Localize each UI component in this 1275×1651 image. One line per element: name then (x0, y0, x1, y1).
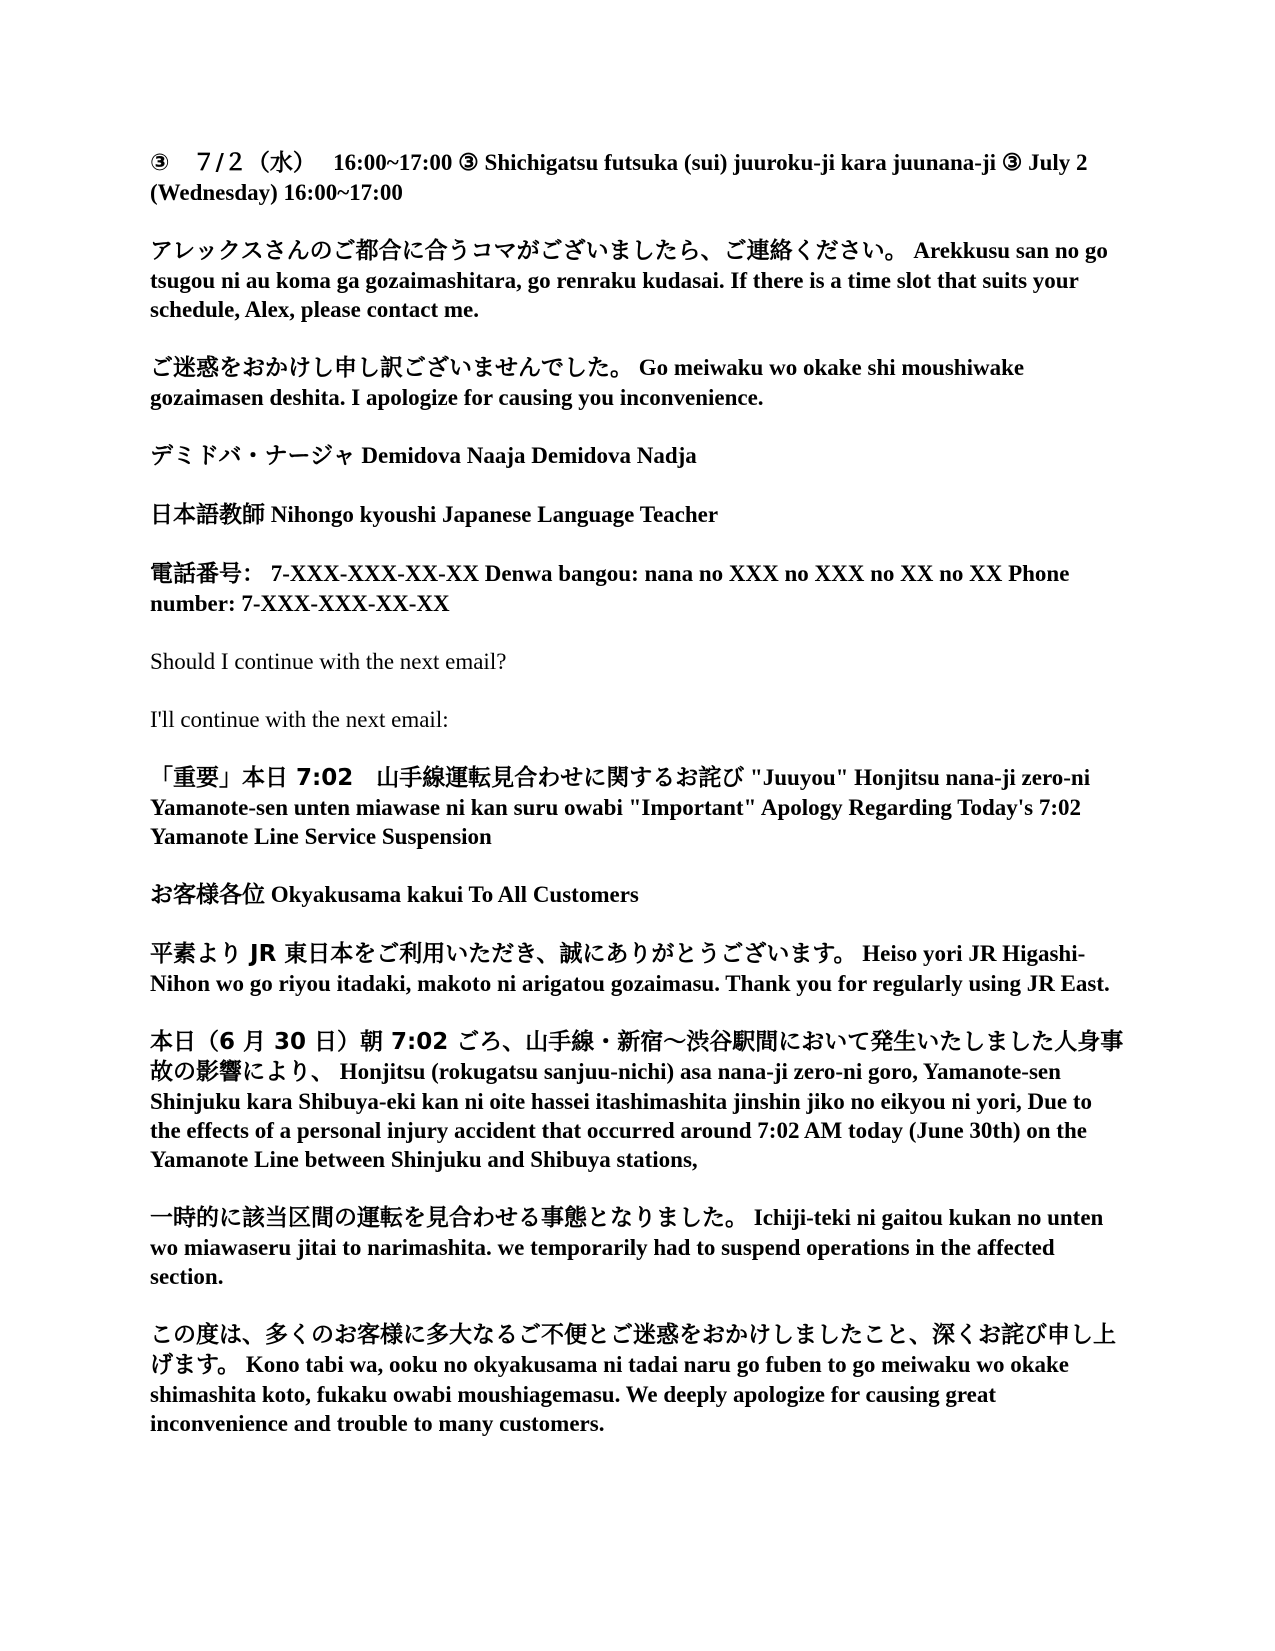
paragraph-continue-statement: I'll continue with the next email: (150, 707, 449, 732)
paragraph-apology (150, 353, 1125, 412)
japanese-text: 電話番号： (150, 561, 265, 587)
romaji-english-text: Honjitsu (rokugatsu sanjuu-nichi) asa nana-ji zero-ni goro, Yamanote-sen Shinjuku kara Shibuya-eki kan ni oite hassei itashimashita jinshin jiko no eikyou ni yori, Due to the effects of a personal injury accident that occurred around 7:02 AM today (June 30th) on the Yamanote Line between Shinjuku and Shibuya stations, (150, 1059, 1092, 1172)
paragraph-time-slot-3 (150, 148, 1125, 207)
paragraph-salutation (150, 880, 1125, 910)
paragraph-contact-request (150, 236, 1125, 324)
japanese-text: 日本語教師 (150, 502, 265, 528)
romaji-english-text: "Juuyou" Honjitsu nana-ji zero-ni Yamanote-sen unten miawase ni kan suru owabi "Important" Apology Regarding Today's 7:02 Yamanote Line Service Suspension (150, 765, 1091, 849)
romaji-english-text: Okyakusama kakui To All Customers (270, 882, 639, 907)
paragraph-continue-question: Should I continue with the next email? (150, 649, 507, 674)
paragraph-suspension (150, 1203, 1125, 1291)
document-page (150, 148, 1125, 1467)
paragraph-email-subject (150, 763, 1125, 851)
romaji-english-text: Kono tabi wa, ooku no okyakusama ni tadai naru go fuben to go meiwaku wo okake shimashita koto, fukaku owabi moushiagemasu. We deeply apologize for causing great inconvenience and trouble to many customers. (150, 1352, 1069, 1436)
japanese-text: この度は、多くのお客様に多大なるご不便とご迷惑をおかけしましたこと、深くお詫び申し上げます。 (150, 1322, 1116, 1378)
romaji-english-text: 7-XXX-XXX-XX-XX Denwa bangou: nana no XXX no XXX no XX no XX Phone number: 7-XXX-XXX-XX-XX (150, 561, 1070, 616)
japanese-text: デミドバ・ナージャ (150, 443, 356, 469)
romaji-english-text: Ichiji-teki ni gaitou kukan no unten wo miawaseru jitai to narimashita. we temporarily had to suspend operations in the affected section. (150, 1205, 1104, 1289)
japanese-text: 「重要」本日 7:02 山手線運転見合わせに関するお詫び (150, 765, 745, 791)
japanese-text: ご迷惑をおかけし申し訳ございませんでした。 (150, 355, 633, 381)
romaji-english-text: Go meiwaku wo okake shi moushiwake gozaimasen deshita. I apologize for causing you inconvenience. (150, 355, 1025, 410)
paragraph-signature-title (150, 500, 1125, 530)
japanese-text: お客様各位 (150, 882, 265, 908)
romaji-english-text: Nihongo kyoushi Japanese Language Teacher (270, 502, 719, 527)
paragraph-incident (150, 1027, 1125, 1174)
romaji-english-text: 16:00~17:00 ③ Shichigatsu futsuka (sui) juuroku-ji kara juunana-ji ③ July 2 (Wednesday) 16:00~17:00 (150, 150, 1088, 205)
paragraph-phone-number (150, 559, 1125, 618)
japanese-text: 本日（6 月 30 日）朝 7:02 ごろ、山手線・新宿〜渋谷駅間において発生いたしました人身事故の影響により、 (150, 1029, 1124, 1085)
romaji-english-text: Demidova Naaja Demidova Nadja (361, 443, 697, 468)
paragraph-signature-name (150, 441, 1125, 471)
japanese-text: 平素より JR 東日本をご利用いただき、誠にありがとうございます。 (150, 941, 857, 967)
japanese-text: ③ ７/２（水） (150, 150, 328, 176)
japanese-text: アレックスさんのご都合に合うコマがございましたら、ご連絡ください。 (150, 238, 908, 264)
romaji-english-text: Arekkusu san no go tsugou ni au koma ga gozaimashitara, go renraku kudasai. If there is a time slot that suits your schedule, Alex, please contact me. (150, 238, 1108, 322)
paragraph-thanks (150, 939, 1125, 998)
romaji-english-text: Heiso yori JR Higashi-Nihon wo go riyou itadaki, makoto ni arigatou gozaimasu. Thank you for regularly using JR East. (150, 941, 1110, 996)
japanese-text: 一時的に該当区間の運転を見合わせる事態となりました。 (150, 1205, 748, 1231)
paragraph-deep-apology (150, 1320, 1125, 1438)
